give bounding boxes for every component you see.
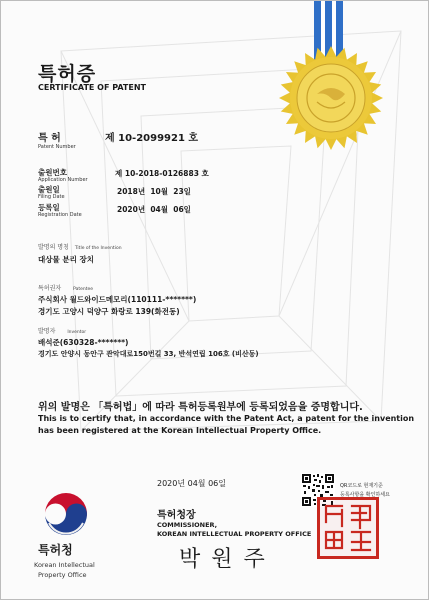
invention-label-ko: 발명의 명칭 bbox=[38, 244, 69, 251]
invention-label-en: Title of the Invention bbox=[74, 246, 122, 251]
patent-number-value: 제 10-2099921 호 bbox=[105, 133, 199, 144]
certificate-subtitle: CERTIFICATE OF PATENT bbox=[38, 83, 146, 92]
patentee-label-en: Patentee bbox=[73, 287, 94, 292]
commissioner-title-ko: 특허청장 bbox=[157, 510, 196, 521]
application-number-value: 제 10-2018-0126883 호 bbox=[115, 169, 209, 178]
patent-number-label-en: Patent Number bbox=[38, 144, 76, 150]
qr-note-line1: QR코드로 현재기준 bbox=[340, 483, 383, 489]
kipo-logo bbox=[41, 489, 91, 539]
commissioner-title-en1: COMMISSIONER, bbox=[157, 521, 218, 529]
invention-title: 대상물 분리 장치 bbox=[38, 255, 94, 264]
commissioner-title-en2: KOREAN INTELLECTUAL PROPERTY OFFICE bbox=[157, 530, 312, 538]
application-number-label: 출원번호 bbox=[38, 168, 67, 177]
office-name-en2: Property Office bbox=[38, 571, 87, 579]
certification-en-line1: This is to certify that, in accordance with the Patent Act, a patent for the invention bbox=[38, 414, 415, 423]
inventor-label-ko: 발명자 bbox=[38, 328, 56, 335]
certificate-title: 특허증 bbox=[38, 63, 97, 85]
office-name-ko: 특허청 bbox=[38, 543, 73, 557]
application-number-label-en: Application Number bbox=[38, 177, 88, 183]
invention-label bbox=[38, 242, 122, 251]
patentee-label-ko: 특허권자 bbox=[38, 285, 62, 292]
gold-seal bbox=[276, 43, 386, 153]
patentee-label bbox=[38, 283, 93, 292]
patentee-name: 주식회사 월드와이드메모리(110111-*******) bbox=[38, 295, 197, 304]
patentee-address: 경기도 고양시 덕양구 화랑로 139(화전동) bbox=[38, 307, 180, 316]
certification-ko: 위의 발명은 「특허법」에 따라 특허등록원부에 등록되었음을 증명합니다. bbox=[38, 402, 363, 413]
inventor-label bbox=[38, 326, 86, 335]
filing-date-value: 2018년 10월 23일 bbox=[117, 187, 191, 196]
office-name-en1: Korean Intellectual bbox=[34, 561, 95, 569]
inventor-address: 경기도 안양시 동안구 관악대로150번길 33, 반석연립 106호 (비산동) bbox=[38, 350, 259, 358]
inventor-name: 배석준(630328-*******) bbox=[38, 338, 129, 347]
filing-date-label: 출원일 bbox=[38, 185, 60, 194]
handwritten-signature: 박 원 주 bbox=[179, 547, 267, 572]
qr-note-line2: 등록사항을 확인하세요 bbox=[340, 492, 390, 498]
registration-date-label: 등록일 bbox=[38, 203, 60, 212]
registration-date-label-en: Registration Date bbox=[38, 212, 82, 218]
official-red-stamp bbox=[317, 497, 379, 559]
registration-date-value: 2020년 04월 06일 bbox=[117, 205, 191, 214]
inventor-label-en: Inventor bbox=[67, 330, 87, 335]
patent-number-label: 특 허 bbox=[38, 133, 61, 144]
issue-date: 2020년 04월 06일 bbox=[157, 479, 226, 488]
certification-en-line2: has been registered at the Korean Intellectual Property Office. bbox=[38, 426, 322, 435]
filing-date-label-en: Filing Date bbox=[38, 194, 65, 200]
